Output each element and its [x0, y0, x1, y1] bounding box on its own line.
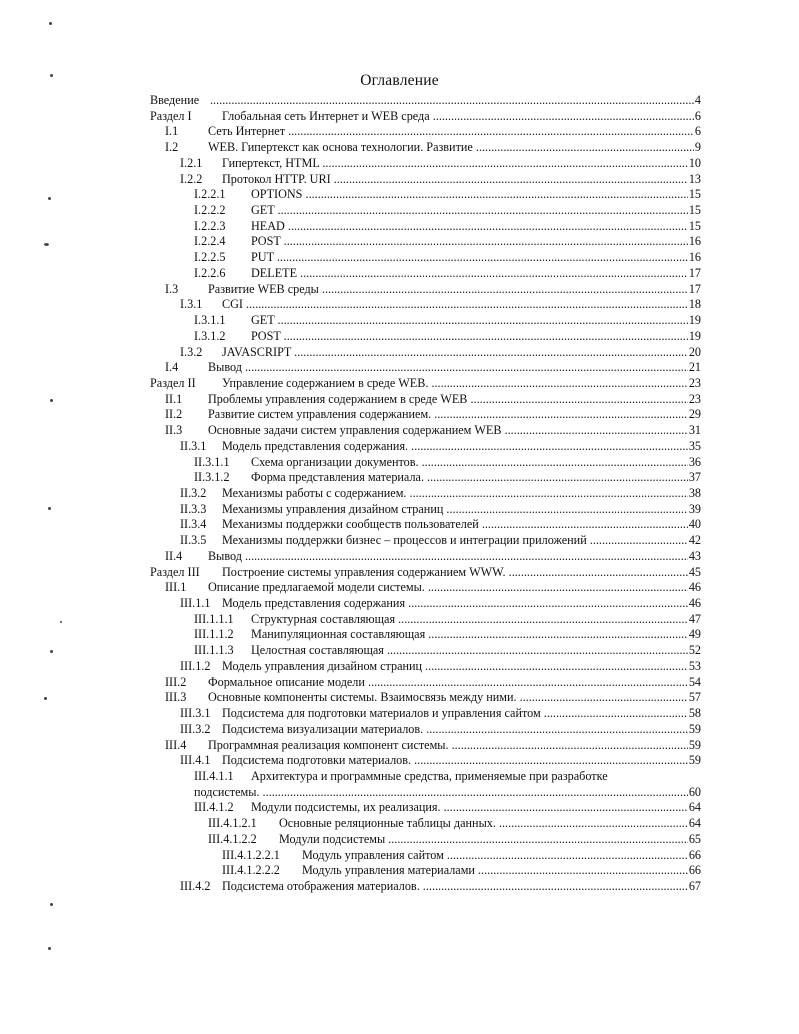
toc-entry-number: I.2.1	[180, 155, 203, 170]
toc-entry	[0, 139, 799, 155]
toc-entry-number: I.2.2.3	[194, 218, 226, 233]
toc-entry-title: Структурная составляющая .....	[251, 611, 701, 627]
toc-entry-page: 43	[688, 548, 701, 563]
toc-entry-title: POST .....	[251, 233, 701, 249]
toc-entry-number: III.4.1.2.2.2	[222, 863, 280, 878]
toc-entry-title: HEAD .....	[251, 218, 701, 234]
toc-entry-title: Основные задачи систем управления содержанием WEB .....	[208, 422, 701, 438]
toc-entry	[0, 406, 799, 422]
toc-entry	[0, 328, 799, 344]
toc-entry-title: DELETE .....	[251, 265, 701, 281]
toc-entry-number: III.4.1	[180, 753, 211, 768]
scan-speck	[50, 650, 53, 653]
scan-speck	[50, 399, 53, 402]
toc-entry-page: 35	[688, 438, 701, 453]
toc-entry-number: III.4.1.2.2	[208, 831, 257, 846]
toc-entry-number: II.3.4	[180, 517, 207, 532]
toc-entry-number: III.1.1.3	[194, 643, 234, 658]
toc-entry-number: I.2.2.1	[194, 187, 226, 202]
toc-entry-page: 20	[688, 344, 701, 359]
toc-entry-title: Подсистема отображения материалов. .....	[222, 878, 701, 894]
toc-entry	[0, 233, 799, 249]
toc-entry	[0, 658, 799, 674]
scan-speck	[50, 903, 53, 906]
toc-entry-number: II.3.3	[180, 501, 207, 516]
toc-entry	[0, 249, 799, 265]
toc-entry-number: I.3.1.2	[194, 328, 226, 343]
toc-entry	[0, 768, 799, 784]
toc-entry	[0, 186, 799, 202]
toc-entry-number: II.3.1.2	[194, 470, 230, 485]
toc-entry-number: I.3.2	[180, 344, 203, 359]
toc-entry	[0, 312, 799, 328]
toc-entry-page: 42	[688, 533, 701, 548]
toc-entry-number: Введение	[150, 93, 200, 107]
toc-entry-title: Манипуляционная составляющая .....	[251, 626, 701, 642]
toc-entry-title: Описание предлагаемой модели системы. .....	[208, 579, 701, 595]
toc-entry	[0, 831, 799, 847]
toc-entry-page: 67	[688, 879, 701, 893]
toc-entry-title: Архитектура и программные средства, применяемые при разработке	[251, 768, 608, 783]
toc-entry-number: I.3.1	[180, 297, 203, 312]
toc-entry-title: Целостная составляющая .....	[251, 642, 701, 658]
toc-entry-number: III.4.1.2	[194, 800, 234, 815]
toc-entry-title: Подсистема визуализации материалов. .....	[222, 721, 701, 737]
toc-entry-title	[210, 92, 701, 108]
toc-entry-page: 6	[694, 108, 701, 123]
toc-entry-title: GET .....	[251, 312, 701, 328]
toc-entry	[0, 642, 799, 658]
toc-entry-page: 4	[694, 93, 701, 107]
toc-entry-number: III.1.1.2	[194, 627, 234, 642]
toc-entry	[0, 469, 799, 485]
toc-entry-number: III.1.2	[180, 658, 211, 673]
toc-entry-page: 18	[688, 297, 701, 312]
toc-entry-title: Механизмы поддержки сообществ пользователей .....	[222, 516, 701, 532]
toc-entry	[0, 815, 799, 831]
toc-entry-page: 39	[688, 501, 701, 516]
toc-entry-title: Основные реляционные таблицы данных. .....	[279, 815, 701, 831]
scan-speck	[48, 197, 51, 200]
toc-entry-page: 49	[688, 627, 701, 642]
toc-entry-number: I.3	[165, 281, 179, 296]
toc-entry	[0, 737, 799, 753]
toc-entry-number: I.2	[165, 140, 179, 155]
scan-speck	[49, 22, 52, 25]
toc-entry-page: 17	[688, 281, 701, 296]
toc-entry-page: 46	[688, 596, 701, 611]
toc-entry	[0, 171, 799, 187]
page-title: Оглавление	[360, 72, 439, 89]
toc-entry	[0, 391, 799, 407]
toc-entry-number: I.2.2.4	[194, 234, 226, 249]
toc-entry-title: Механизмы управления дизайном страниц .....	[222, 501, 701, 517]
toc-entry-number: II.3.1.1	[194, 454, 230, 469]
toc-entry-title: Формальное описание модели .....	[208, 674, 701, 690]
toc-entry-title: Модуль управления сайтом .....	[302, 847, 701, 863]
toc-entry-title: CGI .....	[222, 296, 701, 312]
toc-entry-title: подсистемы. .....	[194, 784, 701, 800]
toc-entry-number: I.2.2.6	[194, 265, 226, 280]
toc-entry	[0, 202, 799, 218]
toc-entry-title: Построение системы управления содержанием WWW. .....	[222, 564, 701, 580]
toc-entry	[0, 344, 799, 360]
toc-entry-title: Механизмы поддержки бизнес – процессов и интеграции приложений .....	[222, 532, 701, 548]
toc-entry-number: II.2	[165, 407, 183, 422]
toc-entry	[0, 422, 799, 438]
toc-entry-number: II.3.2	[180, 486, 207, 500]
toc-entry-title: Сеть Интернет .....	[208, 123, 701, 139]
toc-entry-number: Раздел III	[150, 564, 200, 579]
toc-entry-page: 66	[688, 847, 701, 862]
toc-entry	[0, 847, 799, 863]
toc-entry-number: Раздел II	[150, 375, 196, 390]
toc-entry	[0, 265, 799, 281]
toc-entry-page: 17	[688, 265, 701, 280]
toc-entry	[0, 501, 799, 517]
toc-entry-page: 23	[688, 391, 701, 406]
toc-entry-title: Протокол HTTP. URI .....	[222, 171, 701, 187]
toc-entry-title: Глобальная сеть Интернет и WEB среда .....	[222, 108, 701, 124]
toc-entry	[0, 626, 799, 642]
toc-entry-title: Форма представления материала. .....	[251, 469, 701, 485]
toc-entry-page: 66	[688, 863, 701, 878]
toc-entry-number: II.3	[165, 423, 183, 438]
toc-entry-number: I.4	[165, 360, 179, 375]
toc-entry-title: Модули подсистемы .....	[279, 831, 701, 847]
toc-entry	[0, 579, 799, 595]
toc-entry-page: 65	[688, 831, 701, 846]
toc-entry	[0, 862, 799, 878]
toc-entry-title: Вывод .....	[208, 548, 701, 564]
toc-entry-title: Механизмы работы с содержанием. .....	[222, 485, 701, 501]
toc-entry-number: III.1	[165, 580, 187, 595]
toc-entry-title: Схема организации документов. .....	[251, 454, 701, 470]
toc-entry	[0, 611, 799, 627]
toc-entry	[0, 752, 799, 768]
toc-entry-title: JAVASCRIPT .....	[222, 344, 701, 360]
toc-entry	[0, 218, 799, 234]
toc-entry-page: 36	[688, 454, 701, 469]
toc-entry-title: PUT .....	[251, 249, 701, 265]
toc-entry-page: 21	[688, 360, 701, 375]
toc-entry-number: I.3.1.1	[194, 313, 226, 328]
toc-entry	[0, 438, 799, 454]
toc-entry	[0, 548, 799, 564]
toc-entry-title: Модуль управления материалами .....	[302, 862, 701, 878]
toc-entry-title: Развитие WEB среды .....	[208, 281, 701, 297]
toc-entry-page: 37	[688, 470, 701, 485]
toc-entry-title: Подсистема подготовки материалов. .....	[222, 752, 701, 768]
toc-entry-title: Модель представления содержания. .....	[222, 438, 701, 454]
toc-entry	[0, 564, 799, 580]
toc-entry-title: POST .....	[251, 328, 701, 344]
toc-entry-number: III.4.1.2.2.1	[222, 847, 280, 862]
toc-entry	[0, 485, 799, 501]
toc-entry-page: 45	[688, 564, 701, 579]
toc-entry-title: Подсистема для подготовки материалов и управления сайтом .....	[222, 705, 701, 721]
toc-entry-title: Вывод .....	[208, 359, 701, 375]
toc-entry-number: III.3	[165, 690, 187, 705]
toc-entry-page: 38	[688, 486, 701, 500]
toc-entry-title: Модель представления содержания .....	[222, 595, 701, 611]
toc-entry	[0, 123, 799, 139]
toc-entry	[0, 108, 799, 124]
toc-entry-page: 6	[694, 124, 701, 139]
toc-entry-page: 60	[688, 784, 701, 799]
toc-entry-page: 9	[694, 140, 701, 155]
toc-entry	[0, 674, 799, 690]
toc-entry-number: III.1.1	[180, 596, 211, 611]
toc-entry-title: Программная реализация компонент системы. .....	[208, 737, 701, 753]
toc-entry-number: III.3.1	[180, 706, 211, 721]
toc-entry-number: III.1.1.1	[194, 611, 234, 626]
toc-entry-page: 29	[688, 407, 701, 422]
toc-entry-page: 47	[688, 611, 701, 626]
toc-entry	[0, 595, 799, 611]
toc-entry-title: OPTIONS .....	[251, 186, 701, 202]
scan-speck	[44, 243, 49, 246]
toc-entry	[0, 878, 799, 894]
toc-entry-title: GET .....	[251, 202, 701, 218]
toc-entry	[0, 799, 799, 815]
toc-entry-title: Проблемы управления содержанием в среде WEB .....	[208, 391, 701, 407]
toc-entry-page: 40	[688, 517, 701, 532]
toc-entry-title: Модули подсистемы, их реализация. .....	[251, 799, 701, 815]
toc-entry	[0, 359, 799, 375]
toc-entry-page: 59	[688, 737, 701, 752]
toc-entry	[0, 281, 799, 297]
toc-entry-page: 19	[688, 328, 701, 343]
toc-entry	[0, 516, 799, 532]
toc-entry-number: I.2.2.5	[194, 250, 226, 265]
toc-entry-page: 15	[688, 187, 701, 202]
scan-speck	[50, 74, 53, 77]
toc-entry-page: 58	[688, 706, 701, 721]
toc-entry	[0, 705, 799, 721]
toc-entry-page: 23	[688, 375, 701, 390]
toc-entry-page: 54	[688, 674, 701, 689]
toc-entry-number: III.4	[165, 737, 187, 752]
toc-entry-page: 16	[688, 234, 701, 249]
toc-entry-number: III.2	[165, 674, 187, 689]
toc-entry-number: I.1	[165, 124, 179, 139]
toc-entry-page: 64	[688, 800, 701, 815]
toc-entry-page: 59	[688, 753, 701, 768]
toc-entry-number: II.3.5	[180, 533, 207, 548]
toc-entry-number: II.3.1	[180, 438, 207, 453]
toc-entry-page: 15	[688, 203, 701, 218]
toc-entry-page: 59	[688, 721, 701, 736]
toc-entry-number: III.4.1.2.1	[208, 816, 257, 831]
toc-entry	[0, 721, 799, 737]
toc-entry-page: 10	[688, 155, 701, 170]
toc-entry-number: II.1	[165, 391, 183, 406]
toc-entry	[0, 784, 799, 800]
toc-entry-title: WEB. Гипертекст как основа технологии. Развитие .....	[208, 139, 701, 155]
toc-entry	[0, 92, 799, 108]
toc-entry-title: Модель управления дизайном страниц .....	[222, 658, 701, 674]
toc-entry-title: Основные компоненты системы. Взаимосвязь между ними. .....	[208, 689, 701, 705]
toc-entry	[0, 689, 799, 705]
scan-speck	[44, 697, 47, 700]
toc-entry-number: III.4.1.1	[194, 768, 234, 783]
toc-entry-page: 64	[688, 816, 701, 831]
toc-entry	[0, 375, 799, 391]
toc-entry-number: I.2.2	[180, 171, 203, 186]
scan-speck	[48, 507, 51, 510]
toc-entry-number: I.2.2.2	[194, 203, 226, 218]
toc-entry-number: III.3.2	[180, 721, 211, 736]
toc-entry-page: 31	[688, 423, 701, 438]
toc-entry	[0, 155, 799, 171]
toc-entry-page: 46	[688, 580, 701, 595]
toc-entry-page: 57	[688, 690, 701, 705]
toc-entry	[0, 296, 799, 312]
toc-entry	[0, 454, 799, 470]
toc-entry-number: Раздел I	[150, 108, 192, 123]
toc-entry	[0, 532, 799, 548]
toc-entry-title: Управление содержанием в среде WEB. .....	[222, 375, 701, 391]
scan-speck	[48, 947, 51, 950]
toc-entry-page: 19	[688, 313, 701, 328]
toc-entry-number: II.4	[165, 548, 183, 563]
toc-entry-page: 52	[688, 643, 701, 658]
toc-entry-page: 15	[688, 218, 701, 233]
scan-speck	[60, 621, 62, 623]
toc-entry-page: 53	[688, 658, 701, 673]
toc-entry-page: 13	[688, 171, 701, 186]
toc-entry-page: 16	[688, 250, 701, 265]
toc-entry-title: Гипертекст, HTML .....	[222, 155, 701, 171]
toc-entry-number: III.4.2	[180, 879, 211, 893]
toc-entry-title: Развитие систем управления содержанием. .....	[208, 406, 701, 422]
